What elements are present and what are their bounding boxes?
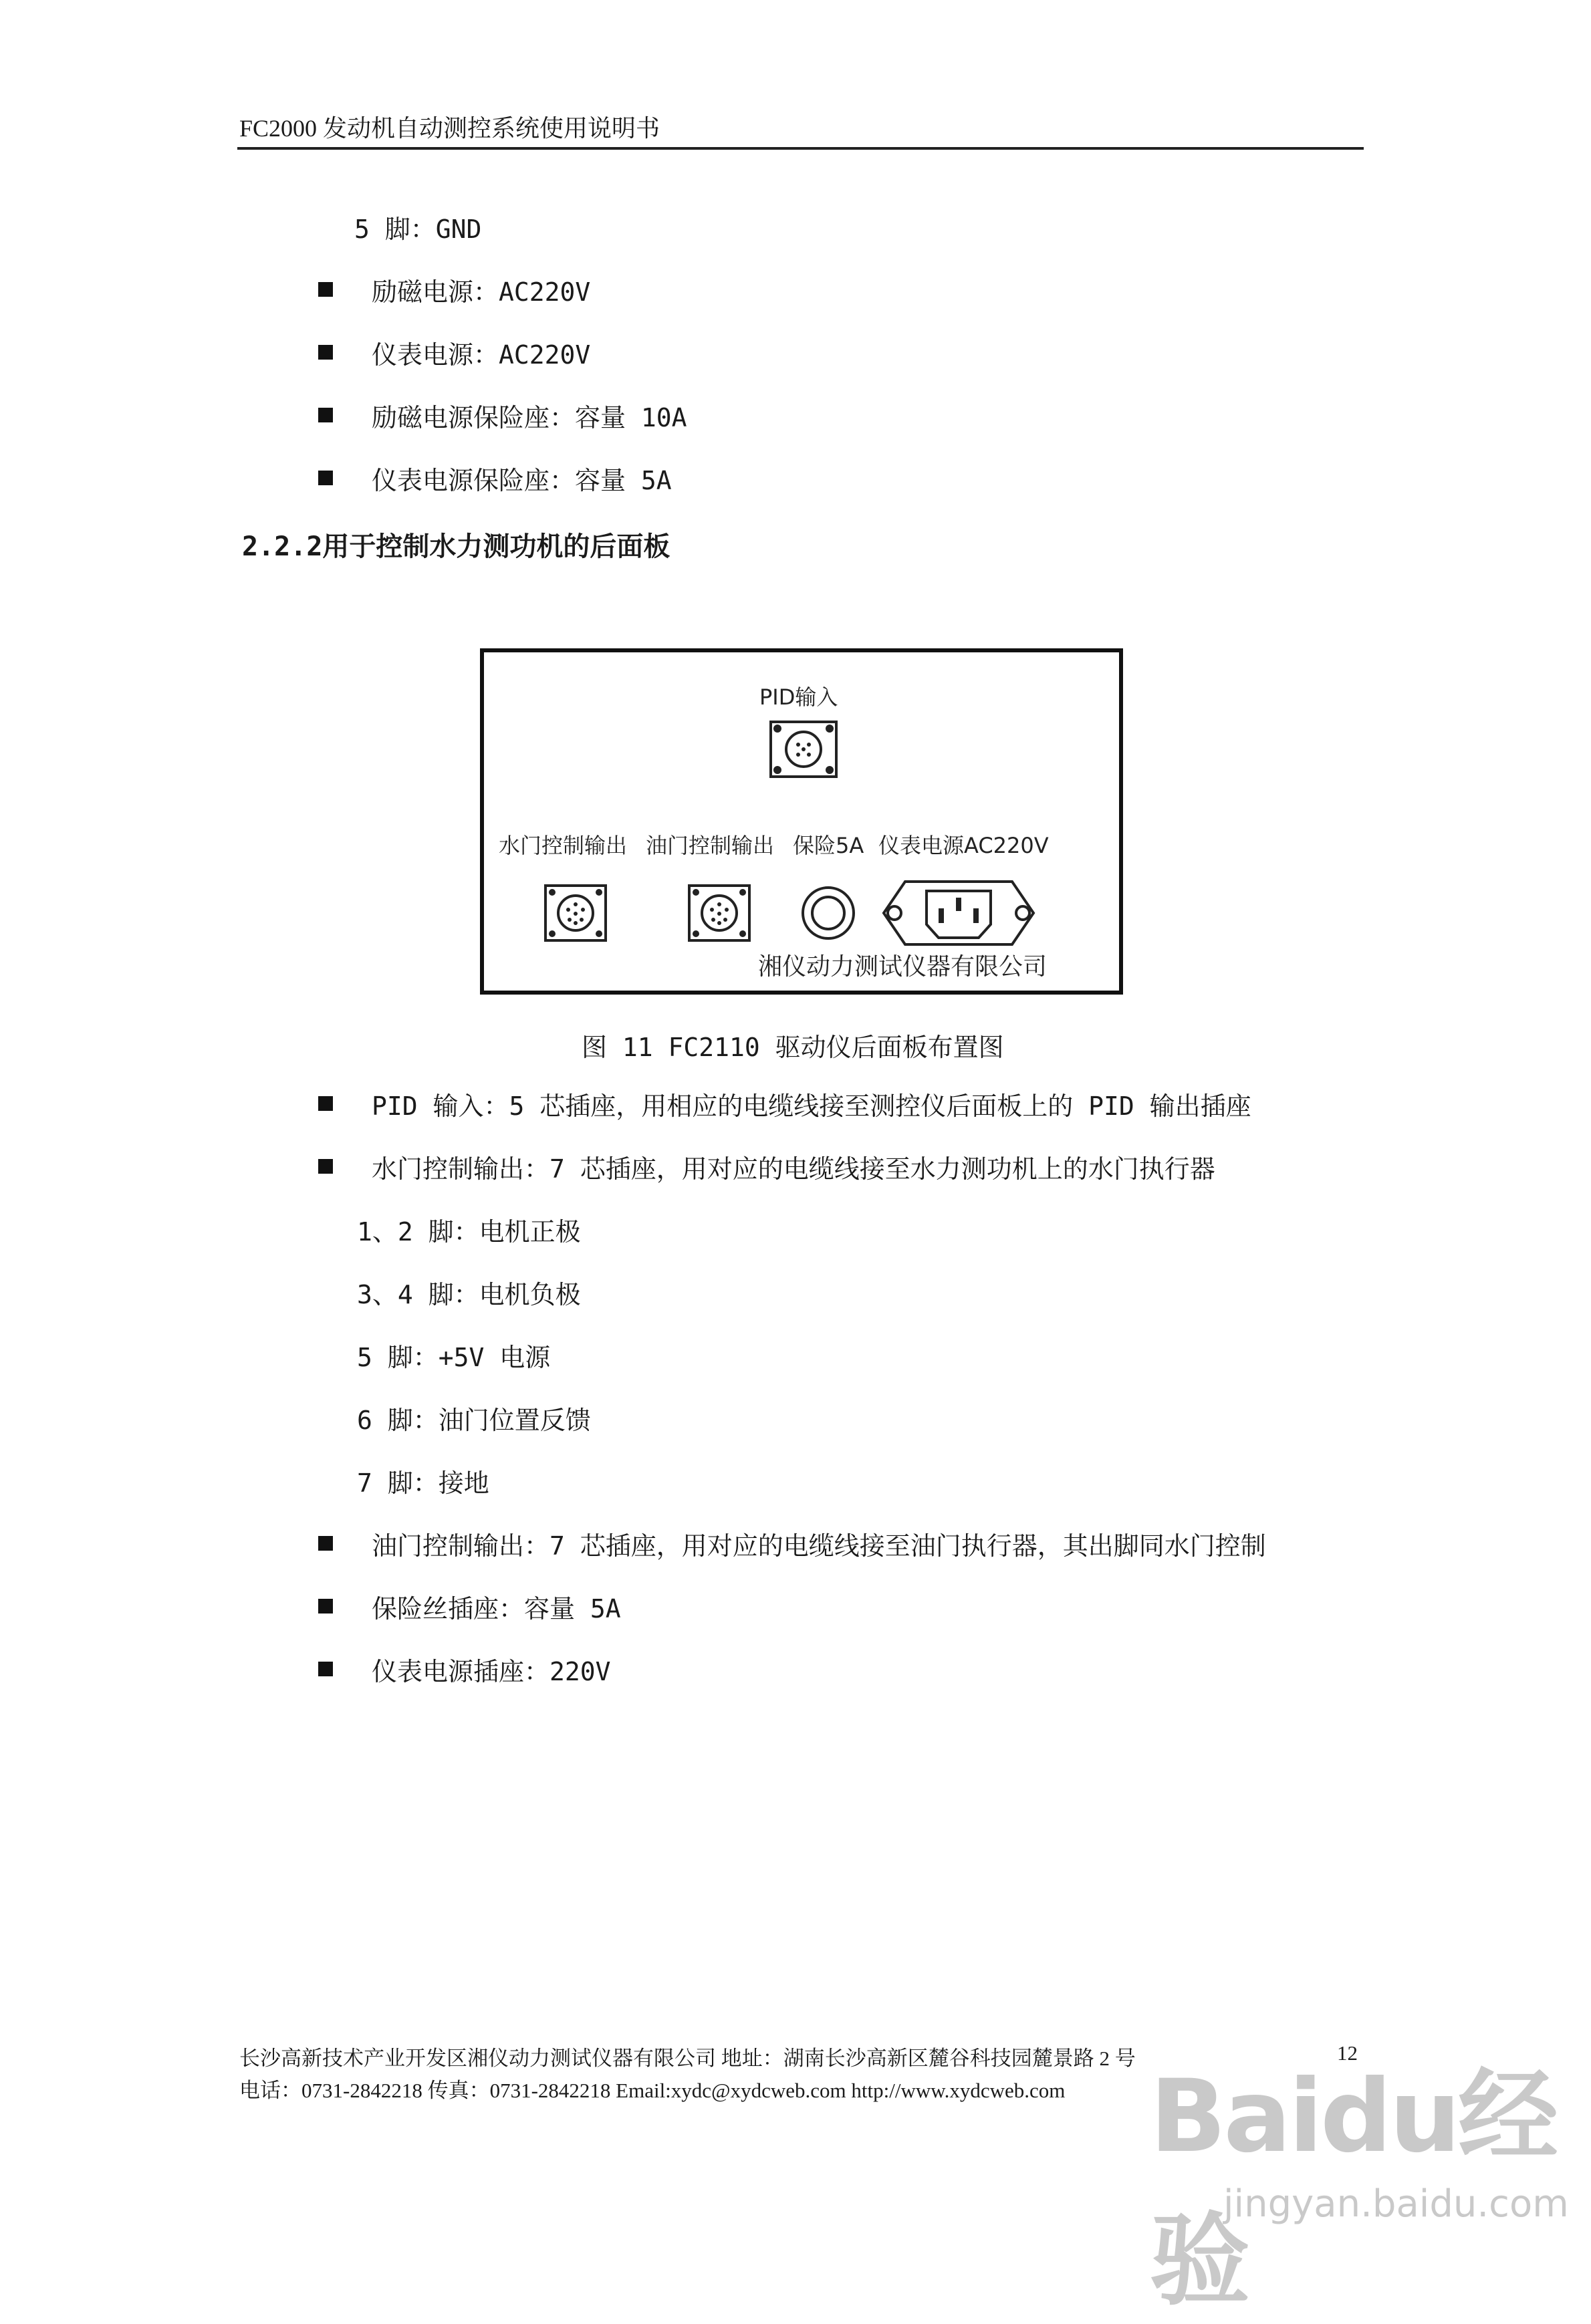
bullet-square-icon	[318, 282, 333, 297]
footer-contact: 电话：0731-2842218 传真：0731-2842218 Email:xydc@xydcweb.com http://www.xydcweb.com	[239, 2079, 1066, 2102]
pin-item: 6 脚：油门位置反馈	[357, 1406, 591, 1435]
bullet-square-icon	[318, 1159, 333, 1174]
power-socket-icon	[878, 876, 1039, 950]
water-valve-output-label: 水门控制输出	[499, 833, 628, 858]
bullet-square-icon	[318, 1662, 333, 1676]
list-item: 油门控制输出：7 芯插座，用对应的电缆线接至油门执行器，其出脚同水门控制	[372, 1531, 1266, 1561]
pid-input-label: PID输入	[759, 684, 838, 710]
list-item: 仪表电源插座：220V	[372, 1657, 611, 1686]
list-item: 仪表电源保险座：容量 5A	[372, 466, 672, 495]
list-item: 仪表电源：AC220V	[372, 340, 591, 370]
throttle-output-label: 油门控制输出	[646, 833, 775, 858]
list-item: 励磁电源：AC220V	[372, 277, 591, 307]
watermark-url: jingyan.baidu.com	[1223, 2182, 1569, 2226]
list-item: 水门控制输出：7 芯插座，用对应的电缆线接至水力测功机上的水门执行器	[372, 1154, 1215, 1184]
bullet-square-icon	[318, 1599, 333, 1613]
power-socket-label: 仪表电源AC220V	[878, 833, 1049, 858]
bullet-square-icon	[318, 408, 333, 422]
page-number: 12	[1337, 2041, 1358, 2065]
header-divider	[237, 147, 1364, 150]
fuse-holder-icon	[798, 883, 858, 943]
list-item: 励磁电源保险座：容量 10A	[372, 403, 687, 432]
baidu-watermark	[1150, 2025, 1578, 2319]
pin-item: 7 脚：接地	[357, 1468, 489, 1498]
bullet-square-icon	[318, 1536, 333, 1551]
pin-5-gnd: 5 脚：GND	[354, 215, 482, 244]
figure-caption: 图 11 FC2110 驱动仪后面板布置图	[582, 1033, 1004, 1062]
water-valve-connector-icon	[542, 883, 609, 943]
fuse-label: 保险5A	[793, 833, 864, 858]
bullet-square-icon	[318, 471, 333, 485]
rear-panel-figure	[480, 648, 1123, 995]
list-item: PID 输入：5 芯插座，用相应的电缆线接至测控仪后面板上的 PID 输出插座	[372, 1091, 1251, 1121]
bullet-square-icon	[318, 345, 333, 360]
company-label: 湘仪动力测试仪器有限公司	[758, 953, 1048, 981]
document-header-title: FC2000 发动机自动测控系统使用说明书	[239, 115, 660, 142]
bullet-square-icon	[318, 1096, 333, 1111]
pin-item: 1、2 脚：电机正极	[357, 1217, 581, 1247]
footer-address: 长沙高新技术产业开发区湘仪动力测试仪器有限公司 地址：湖南长沙高新区麓谷科技园麓景路 2 号	[239, 2047, 1136, 2070]
section-title: 2.2.2用于控制水力测功机的后面板	[242, 531, 670, 562]
pin-item: 3、4 脚：电机负极	[357, 1280, 581, 1309]
pin-item: 5 脚：+5V 电源	[357, 1343, 551, 1372]
watermark-brand: Baidu经验	[1150, 2059, 1556, 2319]
list-item: 保险丝插座：容量 5A	[372, 1594, 621, 1624]
throttle-connector-icon	[686, 883, 753, 943]
pid-connector-icon	[767, 719, 840, 779]
